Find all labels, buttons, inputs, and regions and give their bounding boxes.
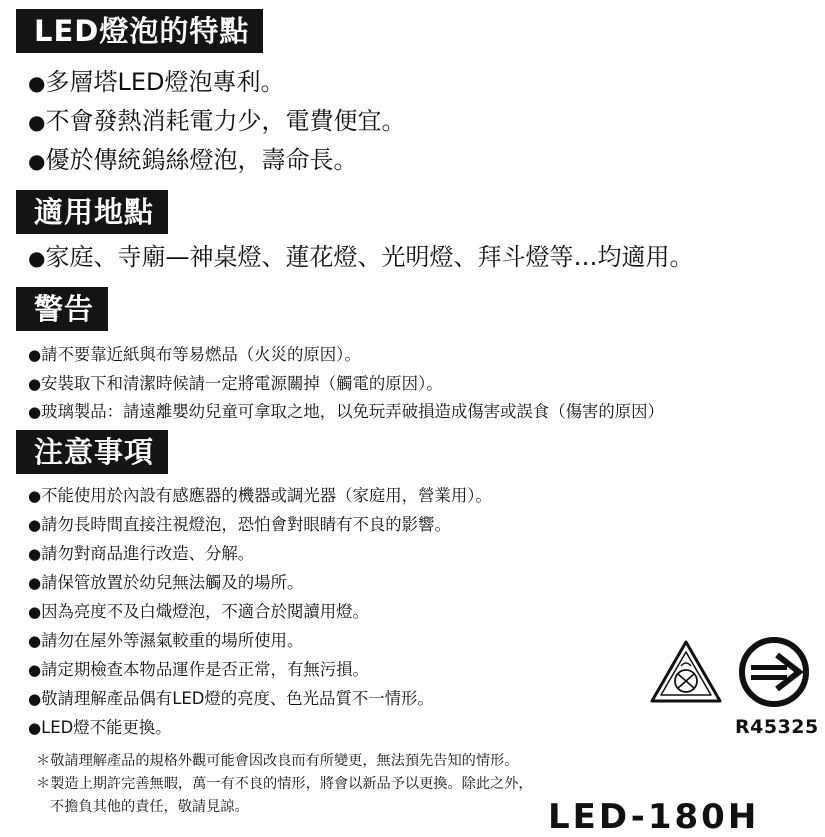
bullet: ● [28,719,42,737]
feature-item: ●優於傳統鎢絲燈泡，壽命長。 [28,146,358,174]
footnote-continued: 不擔負其他的責任，敬請見諒。 [50,799,249,815]
footnote: ＊敬請理解產品的規格外觀可能會因改良而有所變更，無法預先告知的情形。 [36,753,519,769]
warning-item: ●請不要靠近紙與布等易燃品（火災的原因）。 [28,345,361,364]
bullet: ● [28,346,42,364]
certification-number: R45325 [735,716,819,738]
section-heading-locations: 適用地點 [16,190,168,234]
notes-item: ●因為亮度不及白熾燈泡，不適合於閱讀用燈。 [28,602,369,621]
warning-item: ●安裝取下和清潔時候請一定將電源關掉（觸電的原因）。 [28,374,443,393]
bsmi-certification-icon [737,635,811,709]
section-heading-notes: 注意事項 [16,430,168,474]
bullet: ● [28,545,42,563]
bullet: ● [28,487,42,505]
bullet: ● [28,403,42,421]
notes-item: ●LED燈不能更換。 [28,718,172,737]
footnote: ＊製造上期許完善無暇，萬一有不良的情形，將會以新品予以更換。除此之外， [36,776,533,792]
bullet: ● [28,71,46,95]
location-item: ●家庭、寺廟—神桌燈、蓮花燈、光明燈、拜斗燈等…均適用。 [28,243,694,271]
notes-item: ●請勿長時間直接注視燈泡，恐怕會對眼睛有不良的影響。 [28,515,451,534]
bullet: ● [28,149,46,173]
bullet: ● [28,516,42,534]
bullet: ● [28,603,42,621]
bullet: ● [28,632,42,650]
notes-item: ●請勿在屋外等濕氣較重的場所使用。 [28,631,304,650]
bullet: ● [28,110,46,134]
notes-item: ●不能使用於內設有感應器的機器或調光器（家庭用，營業用）。 [28,486,492,505]
notes-item: ●請勿對商品進行改造、分解。 [28,544,255,563]
model-number: LED-180H [548,797,760,837]
bullet: ● [28,375,42,393]
no-flammables-warning-icon [648,638,724,706]
warning-item: ●玻璃製品：請遠離嬰幼兒童可拿取之地，以免玩弄破損造成傷害或誤食（傷害的原因） [28,402,664,421]
bullet: ● [28,246,46,270]
notes-item: ●敬請理解產品偶有LED燈的亮度、色光品質不一情形。 [28,689,434,708]
bullet: ● [28,574,42,592]
notes-item: ●請保管放置於幼兒無法觸及的場所。 [28,573,304,592]
bullet: ● [28,690,42,708]
bullet: ● [28,661,42,679]
notes-item: ●請定期檢查本物品運作是否正常，有無污損。 [28,660,369,679]
section-heading-warning: 警告 [16,287,108,331]
feature-item: ●多層塔LED燈泡專利。 [28,68,285,96]
feature-item: ●不會發熱消耗電力少，電費便宜。 [28,107,406,135]
section-heading-features: LED燈泡的特點 [16,9,263,53]
